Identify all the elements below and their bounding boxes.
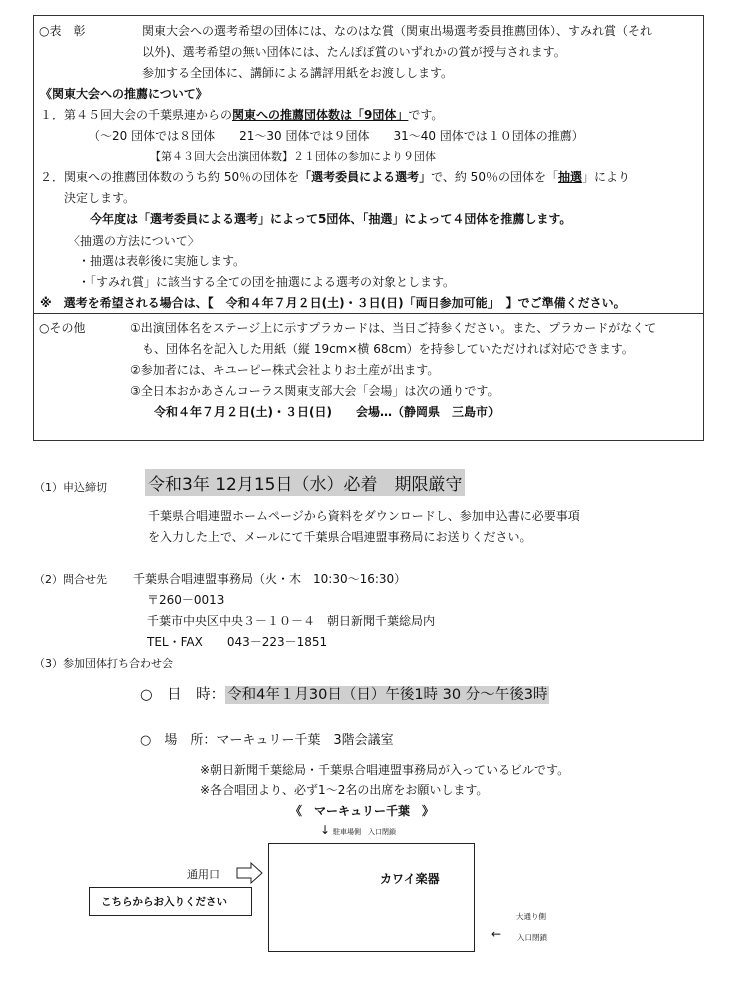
recommend-item-1 (40, 106, 443, 123)
recommend-item-2 (40, 168, 630, 185)
other-item-1-line-2: も、団体名を記入した用紙（縦 19cm×横 68cm）を持参していただければ対応できます。 (142, 342, 634, 356)
meeting-date (140, 683, 549, 704)
deadline-desc-2: を入力した上で、メールにて千葉県合唱連盟事務局にお送りください。 (148, 530, 532, 544)
award-line-2: 以外)、選考希望の無い団体には、たんぽぽ賞のいずれかの賞が授与されます。 (142, 45, 566, 59)
lottery-item-2: ・「すみれ賞」に該当する全ての団を抽選による選考の対象とします。 (78, 275, 456, 289)
deadline-desc-1: 千葉県合唱連盟ホームページから資料をダウンロードし、参加申込書に必要事項 (148, 509, 580, 523)
other-item-3: ③全日本おかあさんコーラス関東支部大会「会場」は次の通りです。 (130, 384, 500, 398)
map-top-label: 駐車場側 入口閉鎖 (333, 828, 396, 836)
map-building-label: カワイ楽器 (380, 872, 440, 886)
selection-notice: ※ 選考を希望される場合は、【 令和４年７月２日(土)・３日(日)「両日参加可能」 】でご準備ください。 (40, 296, 626, 310)
recommend-item-2-c: で、約 50％の団体を「 (431, 170, 558, 184)
map-street-label: 大通り側 (516, 912, 546, 921)
award-label: ○表 彰 (39, 24, 86, 38)
contact-label: （2）問合せ先 (34, 573, 107, 586)
map-entrance-label: こちらからお入りください (101, 896, 227, 908)
contact-tel: TEL・FAX 043－223－1851 (147, 635, 328, 649)
map-building (268, 843, 475, 952)
recommend-heading: 《関東大会への推薦について》 (40, 87, 208, 101)
recommend-item-2-line-2: 決定します。 (64, 191, 136, 205)
recommend-item-2-a: ２．関東への推薦団体数のうち約 50％の団体を (40, 170, 300, 184)
meeting-date-label: ○ 日 時： (140, 687, 226, 703)
recommend-item-1-sub: （～20 団体では８団体 21～30 団体では９団体 31～40 団体では１０団体の推薦） (88, 129, 584, 143)
other-item-2: ②参加者には、キユーピー株式会社よりお土産が出ます。 (130, 363, 440, 377)
recommend-item-2-e: 」により (581, 170, 630, 184)
map-right-label: 入口閉鎖 (517, 933, 547, 942)
recommend-this-year: 今年度は「選考委員による選考」によって5団体、「抽選」によって４団体を推薦します。 (90, 212, 572, 226)
contact-office: 千葉県合唱連盟事務局（火・木 10:30～16:30） (133, 572, 407, 586)
other-venue-line: 令和４年７月２日(土)・３日(日) 会場…（静岡県 三島市） (154, 405, 500, 419)
recommend-item-1-bold: 関東への推薦団体数は「9団体」 (232, 108, 409, 122)
recommend-item-2-d: 抽選 (557, 170, 582, 184)
meeting-note-1: ※朝日新聞千葉総局・千葉県合唱連盟事務局が入っているビルです。 (200, 763, 570, 777)
award-line-1: 関東大会への選考希望の団体には、なのはな賞（関東出場選考委員推薦団体）、すみれ賞（それ (142, 24, 653, 38)
deadline-label: （1）申込締切 (34, 481, 107, 494)
recommend-item-1-note: 【第４３回大会出演団体数】２１団体の参加により９団体 (150, 150, 436, 163)
contact-address: 千葉市中央区中央３－１０－４ 朝日新聞千葉総局内 (147, 614, 436, 628)
recommend-item-1-post: です。 (408, 108, 444, 122)
meeting-label: （3）参加団体打ち合わせ会 (34, 657, 173, 670)
contact-zip: 〒260－0013 (147, 593, 225, 607)
lottery-heading: 〈抽選の方法について〉 (68, 234, 200, 248)
map-left-arrow-icon: ← (491, 927, 502, 941)
map-title: 《 マーキュリー千葉 》 (290, 804, 435, 818)
other-item-1-line-1: ①出演団体名をステージ上に示すプラカードは、当日ご持参ください。また、プラカードがなくて (130, 321, 657, 335)
meeting-place-value: マーキュリー千葉 3階会議室 (216, 733, 394, 748)
lottery-item-1: ・抽選は表彰後に実施します。 (78, 254, 246, 268)
recommend-item-1-pre: １．第４５回大会の千葉県連からの (40, 108, 233, 122)
award-line-3: 参加する全団体に、講師による講評用紙をお渡しします。 (142, 66, 454, 80)
meeting-place-label: ○ 場 所： (140, 733, 217, 748)
map-side-entrance-label: 通用口 (187, 868, 220, 881)
other-label: ○その他 (39, 321, 86, 335)
info-box-divider (33, 313, 704, 314)
deadline-value: 令和3年 12月15日（水）必着 期限厳守 (145, 469, 465, 496)
recommend-item-2-b: 「選考委員による選考」 (299, 170, 432, 184)
meeting-place (140, 729, 394, 748)
meeting-note-2: ※各合唱団より、必ず1～2名の出席をお願いします。 (200, 783, 489, 797)
meeting-date-value: 令和4年１月30日（日）午後1時 30 分～午後3時 (227, 687, 548, 703)
map-right-arrow-icon (236, 862, 264, 884)
map-down-arrow-icon: ↓ (320, 823, 331, 837)
